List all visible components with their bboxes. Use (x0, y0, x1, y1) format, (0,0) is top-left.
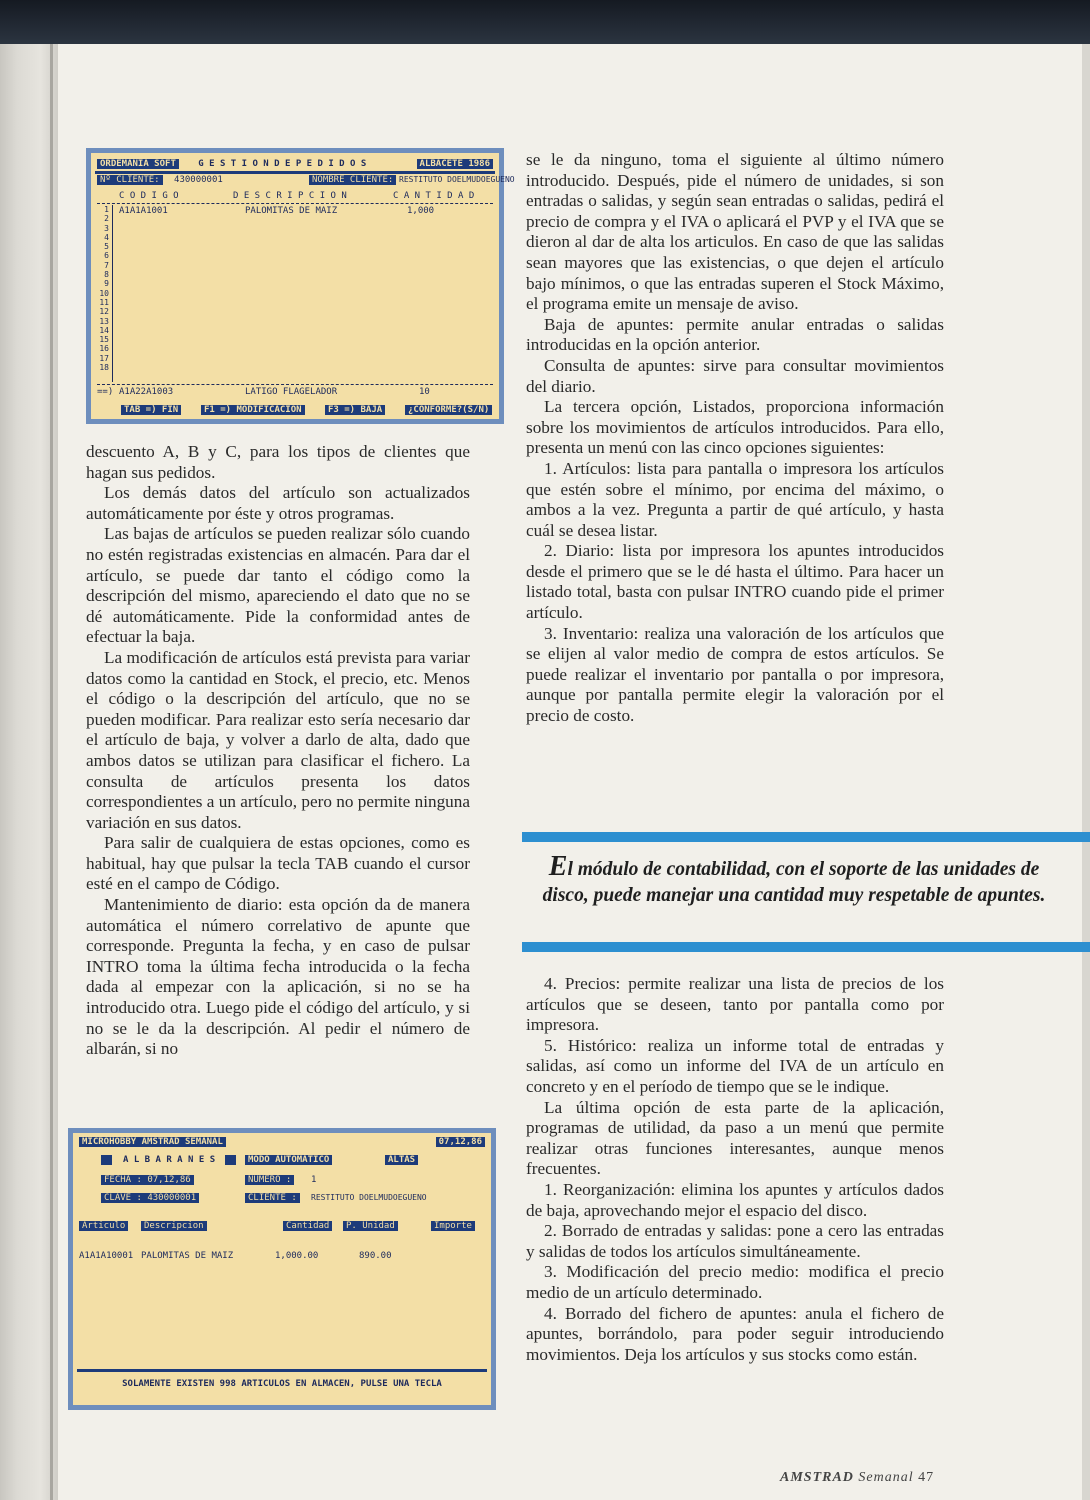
gutter-edge (50, 44, 53, 1500)
paragraph: 2. Borrado de entradas y salidas: pone a cero las entradas y salidas de todos los artículos simultáneamente. (526, 1221, 944, 1261)
paragraph: 4. Precios: permite realizar una lista de precios de los artículos que se deseen, tanto por pantalla como por impresora. (526, 974, 944, 1035)
col-articulo: Articulo (79, 1221, 128, 1231)
row-cantidad: 1,000.00 (275, 1251, 319, 1261)
name-value: RESTITUTO DOELMUDOEGUENO (399, 175, 515, 184)
pull-quote-dropcap: E (548, 851, 568, 882)
row-code: A1A1A1001 (119, 206, 168, 216)
row-descripcion: PALOMITAS DE MAIZ (141, 1251, 234, 1261)
paragraph: descuento A, B y C, para los tipos de clientes que hagan sus pedidos. (86, 442, 470, 482)
paragraph: 1. Reorganización: elimina los apuntes y artículos dados de baja, aprovechando mejor el espacio del disco. (526, 1179, 944, 1220)
key-tab: TAB =) FIN (121, 405, 181, 415)
screen-header-right: ALBACETE 1986 (417, 159, 493, 169)
cliente-label: CLIENTE : (245, 1193, 300, 1203)
col-codigo: C O D I G O (119, 191, 179, 201)
paragraph: La tercera opción, Listados, proporciona información sobre los movimientos de artículos introducidos. Para ello, presenta un menú con las cinco opciones siguientes: (526, 397, 944, 458)
key-f3: F3 =) BAJA (325, 405, 385, 415)
row-punidad: 890.00 (359, 1251, 392, 1261)
paragraph: Las bajas de artículos se pueden realizar sólo cuando no estén registradas existencias en almacén. Para dar el artículo, se puede dar tanto el código como la descripción del mismo, apareciendo el dato que no se dé automáticamente. Pide la conformidad antes de efectuar la baja. (86, 524, 470, 647)
line-numbers-text: 1 2 3 4 5 6 7 8 9 10 11 12 13 14 15 16 17 18 (99, 205, 109, 373)
header-left: MICROHOBBY AMSTRAD SEMANAL (79, 1137, 226, 1147)
paragraph: Los demás datos del artículo son actualizados automáticamente por éste y otros programas. (86, 483, 470, 523)
screen-display (91, 153, 515, 419)
dash-rule (97, 203, 493, 204)
mode-label: MODO AUTOMATICO (245, 1155, 332, 1165)
col-descripcion: D E S C R I P C I O N (233, 191, 347, 201)
header-date: 07,12,86 (436, 1137, 485, 1147)
screen-rule (95, 171, 495, 174)
screenshot-gestion-pedidos (86, 148, 515, 424)
paragraph: 1. Artículos: lista para pantalla o impresora los artículos que estén sobre el mínimo, por encima del máximo, o ambos a la vez. Pregunta a partir de qué artículo, y hasta cuál se desea listar. (526, 458, 944, 540)
pull-quote-bar-top (522, 832, 1090, 842)
paragraph: Baja de apuntes: permite anular entradas o salidas introducidas en la opción anterior. (526, 314, 944, 355)
footer-rule (77, 1369, 487, 1372)
page-right-edge (1082, 44, 1090, 1500)
pull-quote-body: l módulo de contabilidad, con el soporte de las unidades de disco, puede manejar una cantidad muy respetable de apuntes. (542, 859, 1046, 906)
numero-label: NUMERO : (245, 1175, 294, 1185)
left-column (86, 442, 470, 1060)
dash-rule-bottom (97, 384, 493, 385)
page-folio (780, 1470, 934, 1486)
paragraph: se le da ninguno, toma el siguiente al último número introducido. Después, pide el número de unidades, si son entradas o salidas, y según sean entradas o salidas, pedirá el precio de compra y el IVA o aplicará el PVP y el IVA que se dieron al dar de alta los articulos. En caso de que las salidas sean mayores que las existencias, o que dejen el artículo bajo mínimos, o que las entradas superen el Stock Máximo, el programa emite un mensaje de aviso. (526, 150, 944, 314)
footer-message: SOLAMENTE EXISTEN 998 ARTICULOS EN ALMACEN, PULSE UNA TECLA (122, 1379, 442, 1389)
cliente-value: RESTITUTO DOELMUDOEGUENO (311, 1193, 427, 1202)
paragraph: La modificación de artículos está prevista para variar datos como la cantidad en Stock, el precio, etc. Menos el código o la descripción del artículo, que no se pueden modificar. Para realizar esto sería necesario dar el artículo de baja, y volver a darlo de alta, dado que ambos datos se utilizan para clasificar el fichero. La consulta de artículos presenta los datos correspondientes a un artículo, pero no permite ninguna variación en sus datos. (86, 647, 470, 832)
paragraph: Consulta de apuntes: sirve para consultar movimientos del diario. (526, 355, 944, 396)
entry-prefix: ==) (97, 387, 114, 397)
entry-code: A1A22A1003 (119, 387, 174, 397)
page-number: 47 (918, 1470, 935, 1485)
paragraph: 5. Histórico: realiza un informe total de entradas y salidas, así como un informe del IVA de un artículo en concreto y en el período de tiempo que se le indique. (526, 1035, 944, 1096)
key-conforme: ¿CONFORME?(S/N) (405, 405, 492, 415)
pull-quote-text (534, 851, 1054, 909)
paragraph: 3. Inventario: realiza una valoración de los artículos que se elijen al valor medio de compra de estos artículos. Se puede realizar el inventario por pantalla o por impresora, aunque por pantalla permite elegir la valoración por el precio de costo. (526, 623, 944, 726)
altas-label: ALTAS (385, 1155, 418, 1165)
row-qty: 1,000 (407, 206, 435, 216)
line-separator (112, 205, 113, 382)
client-label: Nº CLIENTE: (97, 175, 163, 185)
paragraph: 4. Borrado del fichero de apuntes: anula el fichero de apuntes, borrándolo, para poder seguir introduciendo movimientos. Deja los artículos y sus stocks como están. (526, 1303, 944, 1364)
client-id: 430000001 (174, 175, 223, 185)
key-f1: F1 =) MODIFICACION (201, 405, 305, 415)
albaranes-title: A L B A R A N E S (123, 1155, 216, 1165)
line-numbers (97, 205, 109, 372)
col-descripcion: Descripcion (141, 1221, 207, 1231)
numero-value: 1 (311, 1175, 317, 1185)
row-desc: PALOMITAS DE MAIZ (245, 206, 338, 216)
paragraph: Para salir de cualquiera de estas opciones, como es habitual, hay que pulsar la tecla TAB cuando el cursor esté en el campo de Código. (86, 833, 470, 894)
paragraph: Mantenimiento de diario: esta opción da de manera automática el número correlativo de apunte que corresponde. Pregunta la fecha, y en caso de pulsar INTRO toma la última fecha introducida o la fecha dada al empezar con la aplicación, si no se ha introducido otra. Luego pide el código del artículo, y si no se le da la descripción. Al pedir el número de albarán, si no (86, 895, 470, 1059)
paragraph: 3. Modificación del precio medio: modifica el precio medio de un artículo determinado. (526, 1262, 944, 1302)
paragraph: 2. Diario: lista por impresora los apuntes introducidos desde el primero que se le dé hasta el último. Para hacer un listado total, basta con pulsar INTRO cuando pide el primer artículo. (526, 541, 944, 623)
screen-title: G E S T I O N D E P E D I D O S (198, 159, 367, 169)
name-label: NOMBRE CLIENTE: (309, 175, 396, 185)
entry-desc: LATIGO FLAGELADOR (245, 387, 338, 397)
right-column-top (526, 150, 944, 727)
screen-header-left: ORDEMANIA SOFT (97, 159, 179, 169)
clave-field: CLAVE : 430000001 (101, 1193, 199, 1203)
row-articulo: A1A1A10001 (79, 1251, 134, 1261)
albaranes-marker (101, 1155, 112, 1165)
col-punidad: P. Unidad (343, 1221, 398, 1231)
folio-section: Semanal (858, 1470, 914, 1485)
col-cantidad: Cantidad (283, 1221, 332, 1231)
pull-quote (522, 832, 1090, 956)
pull-quote-bar-bottom (522, 942, 1090, 952)
paragraph: La última opción de esta parte de la aplicación, programas de utilidad, da paso a un menú que permite realizar otras funciones interesantes, aunque menos frecuentes. (526, 1097, 944, 1179)
screenshot-albaranes (68, 1128, 496, 1410)
albaranes-marker-end (225, 1155, 236, 1165)
entry-qty: 10 (419, 387, 430, 397)
scan-top-edge (0, 0, 1090, 44)
right-column-bottom (526, 974, 944, 1365)
col-cantidad: C A N T I D A D (393, 191, 475, 201)
col-importe: Importe (431, 1221, 475, 1231)
fecha-field: FECHA : 07,12,86 (101, 1175, 194, 1185)
folio-brand: AMSTRAD (780, 1470, 854, 1485)
screen-display (73, 1133, 491, 1405)
